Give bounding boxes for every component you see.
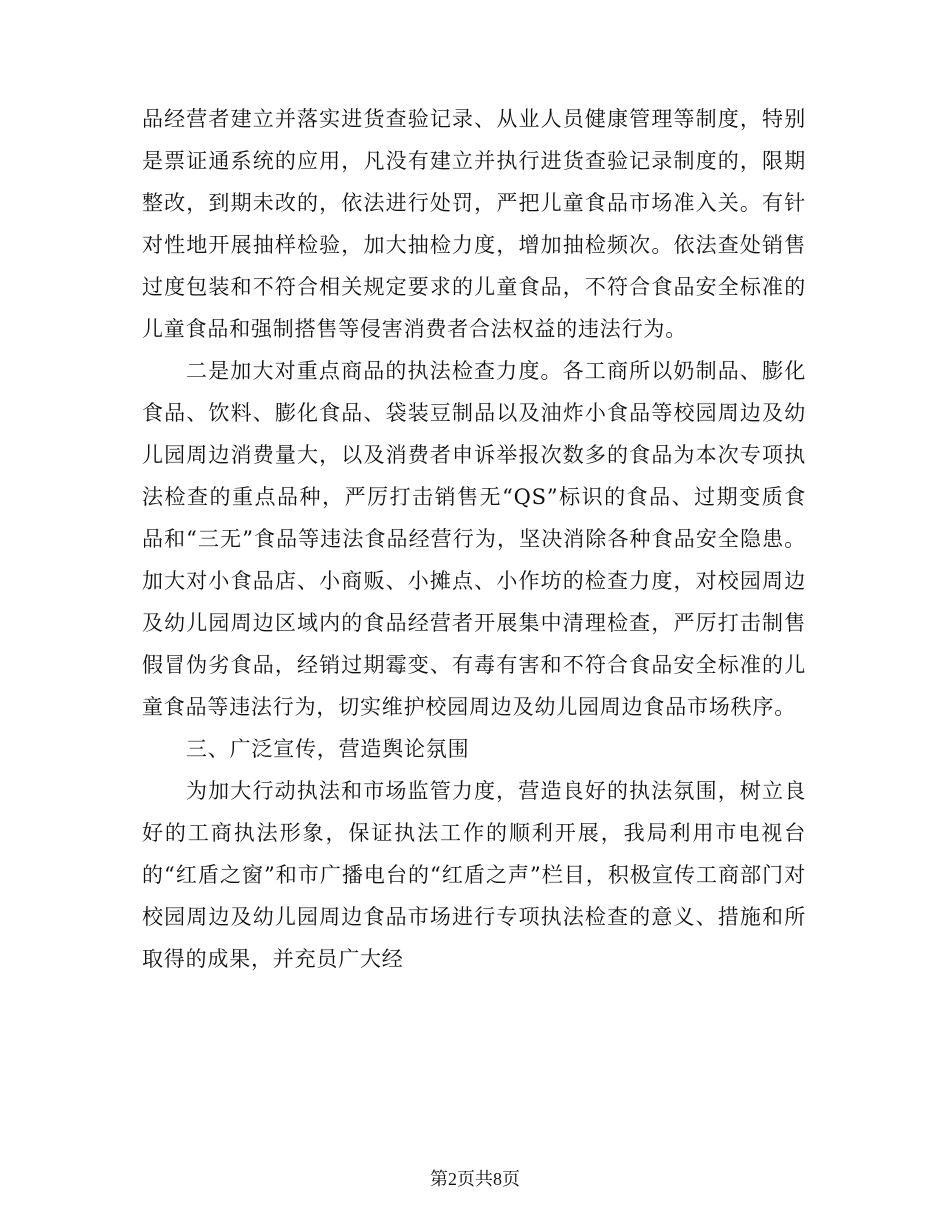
- paragraph-key-products: 二是加大对重点商品的执法检查力度。各工商所以奶制品、膨化食品、饮料、膨化食品、袋装豆制品以及油炸小食品等校园周边及幼儿园周边消费量大，以及消费者申诉举报次数多的食品为本次专项执法检查的重点品种，严厉打击销售无“QS”标识的食品、过期变质食品和“三无”食品等违法食品经营行为，坚决消除各种食品安全隐患。加大对小食品店、小商贩、小摊点、小作坊的检查力度，对校园周边及幼儿园周边区域内的食品经营者开展集中清理检查，严厉打击制售假冒伪劣食品，经销过期霉变、有毒有害和不符合食品安全标准的儿童食品等违法行为，切实维护校园周边及幼儿园周边食品市场秩序。: [142, 359, 806, 719]
- page-number-footer: 第2页共8页: [430, 1169, 520, 1189]
- document-body: [142, 98, 806, 980]
- paragraph-continuation: 品经营者建立并落实进货查验记录、从业人员健康管理等制度，特别是票证通系统的应用，凡没有建立并执行进货查验记录制度的，限期整改，到期未改的，依法进行处罚，严把儿童食品市场准入关。有针对性地开展抽样检验，加大抽检力度，增加抽检频次。依法查处销售过度包装和不符合相关规定要求的儿童食品，不符合食品安全标准的儿童食品和强制搭售等侵害消费者合法权益的违法行为。: [142, 107, 806, 341]
- paragraph-publicity: 为加大行动执法和市场监管力度，营造良好的执法氛围，树立良好的工商执法形象，保证执法工作的顺利开展，我局利用市电视台的“红盾之窗”和市广播电台的“红盾之声”栏目，积极宣传工商部门对校园周边及幼儿园周边食品市场进行专项执法检查的意义、措施和所取得的成果，并充员广大经: [142, 779, 806, 971]
- section-heading-publicity: 三、广泛宣传，营造舆论氛围: [186, 737, 470, 761]
